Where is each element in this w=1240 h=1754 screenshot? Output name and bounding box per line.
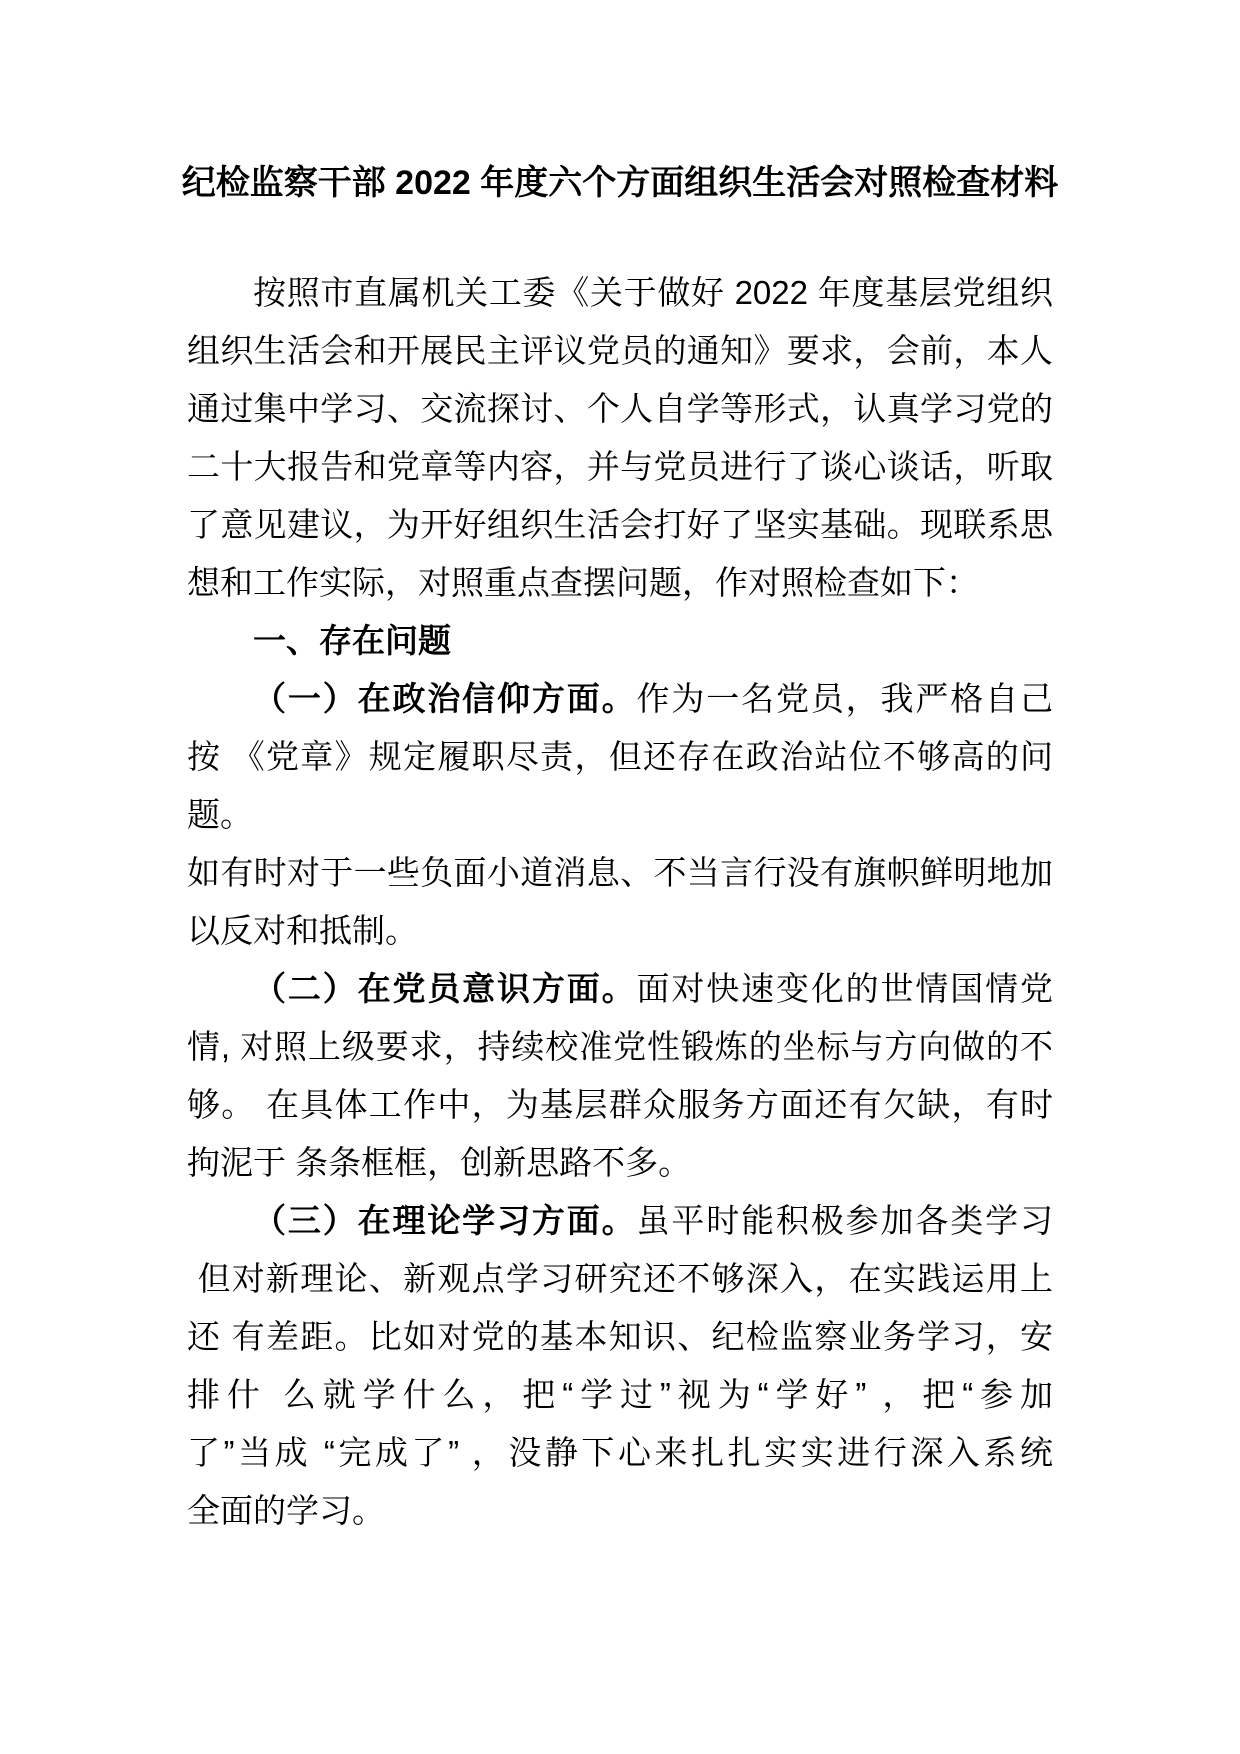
text-segment: 但对新理论、新观点学习研究还不够深入，在实践运用上 (187, 1260, 1053, 1297)
text-line (187, 1076, 1053, 1134)
text-line (187, 728, 1053, 786)
text-segment: 如有时对于一些负面小道消息、不当言行没有旗帜鲜明地加 (187, 854, 1053, 891)
text-segment: 了”当成 “完成了” ，没静下心来扎扎实实进行深入系统 (187, 1434, 1053, 1471)
text-line (187, 1366, 1053, 1424)
text-line (187, 960, 1053, 1018)
text-segment: 按照市直属机关工委《关于做好 2022 年度基层党组织 (253, 274, 1053, 311)
text-segment: 虽平时能积极参加各类学习 (636, 1202, 1054, 1239)
text-segment: 拘泥于 条条框框，创新思路不多。 (187, 1144, 692, 1181)
bold-text-segment: 一、存在问题 (253, 622, 451, 659)
text-line (187, 1134, 1053, 1192)
text-line (187, 496, 1053, 554)
document-body (187, 264, 1053, 1540)
document-title: 纪检监察干部 2022 年度六个方面组织生活会对照检查材料 (181, 164, 1059, 202)
text-line (187, 902, 1053, 960)
text-line (187, 1018, 1053, 1076)
text-line (187, 1192, 1053, 1250)
text-segment: 想和工作实际，对照重点查摆问题，作对照检查如下： (187, 564, 979, 601)
text-line (187, 612, 1053, 670)
text-line (187, 1250, 1053, 1308)
text-segment: 以反对和抵制。 (187, 912, 418, 949)
text-segment: 了意见建议，为开好组织生活会打好了坚实基础。现联系思 (187, 506, 1053, 543)
bold-text-segment: （一）在政治信仰方面。 (253, 680, 637, 717)
text-segment: 够。 在具体工作中，为基层群众服务方面还有欠缺，有时 (187, 1086, 1053, 1123)
bold-text-segment: （三）在理论学习方面。 (253, 1202, 637, 1239)
text-line (187, 438, 1053, 496)
text-segment: 按 《党章》规定履职尽责，但还存在政治站位不够高的问 (187, 738, 1053, 775)
text-line (187, 670, 1053, 728)
text-segment: 作为一名党员，我严格自己 (636, 680, 1054, 717)
text-segment: 全面的学习。 (187, 1492, 385, 1529)
text-line (187, 380, 1053, 438)
text-segment: 排什 么就学什么，把“学过”视为“学好” ，把“参加 (187, 1376, 1053, 1413)
text-segment: 面对快速变化的世情国情党 (636, 970, 1054, 1007)
text-segment: 组织生活会和开展民主评议党员的通知》要求，会前，本人 (187, 332, 1053, 369)
text-segment: 还 有差距。比如对党的基本知识、纪检监察业务学习，安 (187, 1318, 1053, 1355)
text-line (187, 264, 1053, 322)
text-line (187, 1308, 1053, 1366)
text-line (187, 322, 1053, 380)
text-line (187, 1482, 1053, 1540)
text-line (187, 1424, 1053, 1482)
text-segment: 通过集中学习、交流探讨、个人自学等形式，认真学习党的 (187, 390, 1053, 427)
text-line (187, 844, 1053, 902)
text-segment: 题。 (187, 796, 253, 833)
text-line (187, 554, 1053, 612)
text-segment: 二十大报告和党章等内容，并与党员进行了谈心谈话，听取 (187, 448, 1053, 485)
bold-text-segment: （二）在党员意识方面。 (253, 970, 637, 1007)
text-line (187, 786, 1053, 844)
text-segment: 情, 对照上级要求，持续校准党性锻炼的坐标与方向做的不 (187, 1028, 1053, 1065)
